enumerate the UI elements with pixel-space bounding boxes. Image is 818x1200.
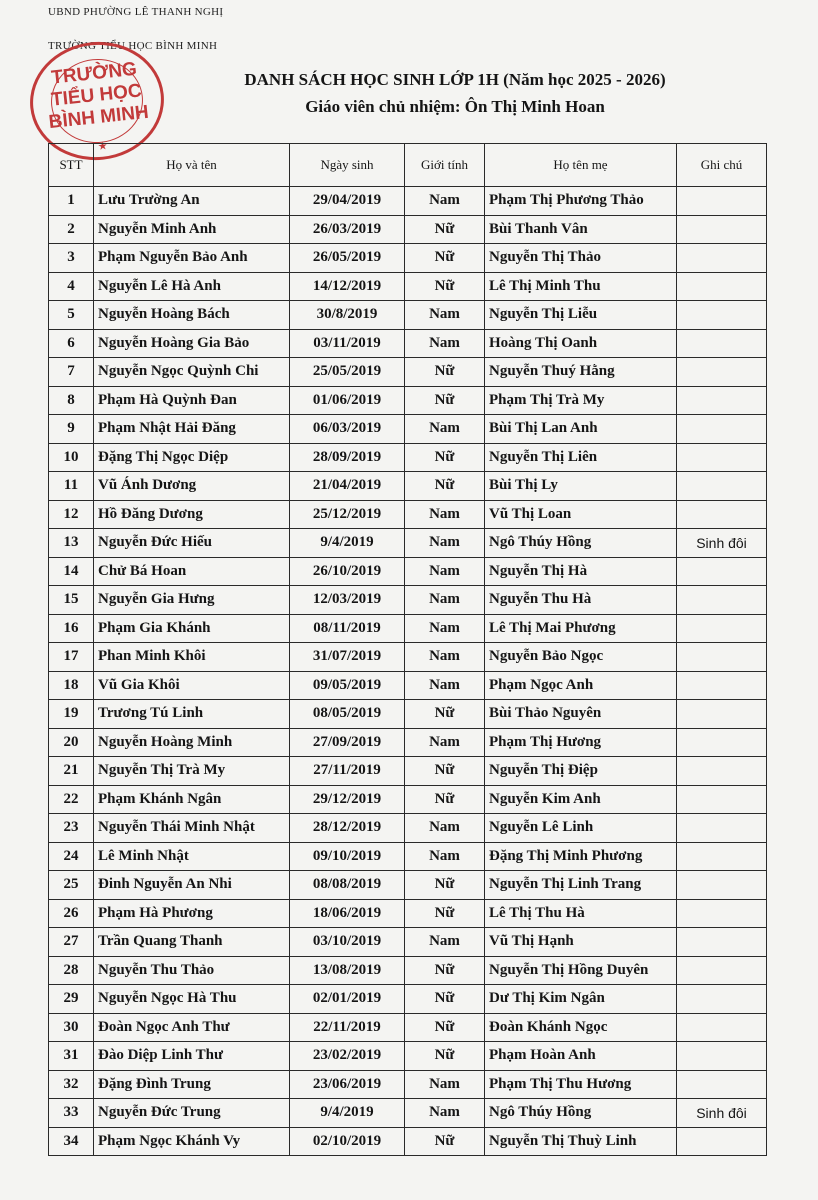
cell-gender: Nam [405,1099,485,1128]
cell-stt: 4 [49,272,94,301]
cell-dob: 08/05/2019 [290,700,405,729]
cell-mother: Bùi Thảo Nguyên [485,700,677,729]
cell-stt: 25 [49,871,94,900]
cell-stt: 13 [49,529,94,558]
cell-stt: 7 [49,358,94,387]
cell-note [677,614,767,643]
org-line-2: TRƯỜNG TIỂU HỌC BÌNH MINH [48,40,218,52]
cell-gender: Nam [405,500,485,529]
cell-note [677,985,767,1014]
table-row [49,842,767,871]
cell-stt: 32 [49,1070,94,1099]
cell-note [677,899,767,928]
cell-note [677,928,767,957]
cell-stt: 9 [49,415,94,444]
cell-mother: Vũ Thị Hạnh [485,928,677,957]
cell-mother: Nguyễn Thị Hồng Duyên [485,956,677,985]
cell-gender: Nữ [405,358,485,387]
cell-dob: 18/06/2019 [290,899,405,928]
cell-gender: Nam [405,643,485,672]
cell-gender: Nữ [405,386,485,415]
table-row [49,928,767,957]
table-header-row [49,144,767,187]
cell-gender: Nam [405,557,485,586]
cell-gender: Nam [405,928,485,957]
cell-mother: Lê Thị Thu Hà [485,899,677,928]
cell-note [677,842,767,871]
cell-dob: 02/10/2019 [290,1127,405,1156]
star-icon: ★ [97,140,109,154]
stamp-line-3: BÌNH MINH [47,101,150,134]
cell-mother: Phạm Thị Trà My [485,386,677,415]
cell-dob: 25/12/2019 [290,500,405,529]
cell-gender: Nữ [405,871,485,900]
table-row [49,443,767,472]
cell-mother: Lê Thị Mai Phương [485,614,677,643]
table-row [49,956,767,985]
cell-dob: 21/04/2019 [290,472,405,501]
cell-dob: 9/4/2019 [290,1099,405,1128]
table-row [49,1042,767,1071]
cell-note: Sinh đôi [677,529,767,558]
cell-dob: 26/10/2019 [290,557,405,586]
cell-gender: Nam [405,671,485,700]
cell-mother: Bùi Thị Lan Anh [485,415,677,444]
cell-note: Sinh đôi [677,1099,767,1128]
cell-note [677,785,767,814]
cell-dob: 29/04/2019 [290,187,405,216]
cell-gender: Nam [405,814,485,843]
cell-gender: Nữ [405,443,485,472]
cell-gender: Nữ [405,1013,485,1042]
header-name: Họ và tên [94,144,290,187]
cell-name: Đoàn Ngọc Anh Thư [94,1013,290,1042]
table-row [49,500,767,529]
cell-dob: 03/10/2019 [290,928,405,957]
cell-gender: Nam [405,187,485,216]
header-note: Ghi chú [677,144,767,187]
cell-dob: 23/02/2019 [290,1042,405,1071]
cell-note [677,358,767,387]
cell-name: Phạm Nhật Hải Đăng [94,415,290,444]
cell-stt: 27 [49,928,94,957]
cell-note [677,728,767,757]
cell-mother: Nguyễn Thị Thuỳ Linh [485,1127,677,1156]
cell-mother: Nguyễn Thị Liễu [485,301,677,330]
table-row [49,187,767,216]
cell-note [677,586,767,615]
cell-note [677,500,767,529]
cell-stt: 18 [49,671,94,700]
cell-gender: Nam [405,301,485,330]
cell-mother: Phạm Thị Phương Thảo [485,187,677,216]
cell-gender: Nam [405,415,485,444]
cell-gender: Nam [405,586,485,615]
cell-mother: Nguyễn Lê Linh [485,814,677,843]
table-row [49,814,767,843]
cell-dob: 08/11/2019 [290,614,405,643]
table-row [49,700,767,729]
cell-stt: 2 [49,215,94,244]
cell-name: Chử Bá Hoan [94,557,290,586]
cell-mother: Nguyễn Thị Liên [485,443,677,472]
cell-note [677,272,767,301]
org-line-1: UBND PHƯỜNG LÊ THANH NGHỊ [48,6,224,18]
cell-note [677,557,767,586]
document-title: DANH SÁCH HỌC SINH LỚP 1H (Năm học 2025 - 2026) [244,70,666,89]
cell-note [677,643,767,672]
cell-mother: Nguyễn Bảo Ngọc [485,643,677,672]
cell-mother: Lê Thị Minh Thu [485,272,677,301]
cell-note [677,871,767,900]
cell-dob: 12/03/2019 [290,586,405,615]
cell-note [677,187,767,216]
cell-mother: Đoàn Khánh Ngọc [485,1013,677,1042]
cell-mother: Nguyễn Thị Linh Trang [485,871,677,900]
cell-name: Nguyễn Lê Hà Anh [94,272,290,301]
cell-name: Nguyễn Hoàng Bách [94,301,290,330]
cell-dob: 02/01/2019 [290,985,405,1014]
cell-note [677,1070,767,1099]
cell-stt: 29 [49,985,94,1014]
table-row [49,757,767,786]
header-dob: Ngày sinh [290,144,405,187]
table-row [49,614,767,643]
cell-dob: 26/03/2019 [290,215,405,244]
table-row [49,529,767,558]
cell-mother: Nguyễn Kim Anh [485,785,677,814]
stamp-line-2: TIỂU HỌC [50,80,143,111]
cell-name: Đặng Thị Ngọc Diệp [94,443,290,472]
table-row [49,557,767,586]
cell-mother: Bùi Thanh Vân [485,215,677,244]
cell-name: Nguyễn Gia Hưng [94,586,290,615]
table-row [49,329,767,358]
cell-gender: Nữ [405,215,485,244]
cell-note [677,415,767,444]
cell-dob: 09/05/2019 [290,671,405,700]
table-row [49,472,767,501]
cell-gender: Nữ [405,785,485,814]
cell-gender: Nữ [405,757,485,786]
table-row [49,586,767,615]
cell-dob: 25/05/2019 [290,358,405,387]
cell-gender: Nữ [405,1042,485,1071]
cell-note [677,329,767,358]
table-row [49,671,767,700]
cell-name: Nguyễn Hoàng Gia Bảo [94,329,290,358]
cell-note [677,1042,767,1071]
cell-stt: 14 [49,557,94,586]
cell-name: Nguyễn Đức Hiếu [94,529,290,558]
table-row [49,1070,767,1099]
table-row [49,899,767,928]
cell-dob: 27/09/2019 [290,728,405,757]
cell-dob: 03/11/2019 [290,329,405,358]
table-row [49,1099,767,1128]
document-subtitle: Giáo viên chủ nhiệm: Ôn Thị Minh Hoan [305,97,605,116]
cell-note [677,814,767,843]
cell-stt: 1 [49,187,94,216]
cell-stt: 6 [49,329,94,358]
cell-gender: Nam [405,728,485,757]
cell-stt: 16 [49,614,94,643]
cell-stt: 33 [49,1099,94,1128]
cell-gender: Nữ [405,272,485,301]
cell-mother: Vũ Thị Loan [485,500,677,529]
cell-dob: 30/8/2019 [290,301,405,330]
cell-dob: 14/12/2019 [290,272,405,301]
table-row [49,1127,767,1156]
cell-name: Trần Quang Thanh [94,928,290,957]
cell-name: Lưu Trường An [94,187,290,216]
cell-name: Đặng Đình Trung [94,1070,290,1099]
table-row [49,1013,767,1042]
cell-stt: 11 [49,472,94,501]
cell-name: Phạm Khánh Ngân [94,785,290,814]
cell-name: Đinh Nguyễn An Nhi [94,871,290,900]
student-table [48,143,767,1156]
cell-gender: Nữ [405,472,485,501]
table-row [49,215,767,244]
cell-mother: Nguyễn Thu Hà [485,586,677,615]
cell-note [677,244,767,273]
cell-name: Trương Tú Linh [94,700,290,729]
cell-name: Phạm Ngọc Khánh Vy [94,1127,290,1156]
cell-stt: 34 [49,1127,94,1156]
cell-mother: Bùi Thị Ly [485,472,677,501]
table-body [49,187,767,1156]
cell-stt: 10 [49,443,94,472]
cell-dob: 22/11/2019 [290,1013,405,1042]
cell-mother: Nguyễn Thị Điệp [485,757,677,786]
cell-note [677,757,767,786]
cell-gender: Nữ [405,956,485,985]
header-gender: Giới tính [405,144,485,187]
cell-dob: 27/11/2019 [290,757,405,786]
cell-stt: 5 [49,301,94,330]
cell-gender: Nam [405,842,485,871]
cell-stt: 21 [49,757,94,786]
table-row [49,415,767,444]
cell-dob: 28/12/2019 [290,814,405,843]
cell-gender: Nam [405,529,485,558]
cell-gender: Nam [405,1070,485,1099]
cell-stt: 23 [49,814,94,843]
cell-gender: Nam [405,329,485,358]
cell-name: Phạm Hà Phương [94,899,290,928]
cell-note [677,443,767,472]
cell-dob: 08/08/2019 [290,871,405,900]
cell-mother: Phạm Thị Hương [485,728,677,757]
cell-name: Nguyễn Thị Trà My [94,757,290,786]
cell-name: Nguyễn Ngọc Hà Thu [94,985,290,1014]
cell-gender: Nữ [405,700,485,729]
cell-note [677,472,767,501]
cell-mother: Nguyễn Thị Hà [485,557,677,586]
cell-note [677,1013,767,1042]
cell-mother: Phạm Ngọc Anh [485,671,677,700]
cell-name: Vũ Ánh Dương [94,472,290,501]
cell-stt: 8 [49,386,94,415]
cell-name: Phạm Gia Khánh [94,614,290,643]
stamp-line-1: TRƯỜNG [50,58,138,89]
cell-gender: Nữ [405,1127,485,1156]
cell-mother: Nguyễn Thị Thảo [485,244,677,273]
cell-stt: 12 [49,500,94,529]
cell-name: Phạm Nguyễn Bảo Anh [94,244,290,273]
cell-mother: Nguyễn Thuý Hằng [485,358,677,387]
cell-note [677,1127,767,1156]
cell-mother: Phạm Hoàn Anh [485,1042,677,1071]
cell-stt: 15 [49,586,94,615]
cell-mother: Dư Thị Kim Ngân [485,985,677,1014]
cell-stt: 28 [49,956,94,985]
cell-name: Nguyễn Thu Thảo [94,956,290,985]
cell-stt: 31 [49,1042,94,1071]
cell-dob: 31/07/2019 [290,643,405,672]
table-row [49,985,767,1014]
table-row [49,244,767,273]
table-row [49,386,767,415]
cell-mother: Phạm Thị Thu Hương [485,1070,677,1099]
table-row [49,301,767,330]
table-row [49,272,767,301]
cell-name: Nguyễn Ngọc Quỳnh Chi [94,358,290,387]
cell-note [677,215,767,244]
cell-name: Vũ Gia Khôi [94,671,290,700]
cell-gender: Nữ [405,244,485,273]
cell-name: Phạm Hà Quỳnh Đan [94,386,290,415]
cell-name: Hồ Đăng Dương [94,500,290,529]
cell-gender: Nam [405,614,485,643]
cell-dob: 29/12/2019 [290,785,405,814]
cell-note [677,301,767,330]
cell-dob: 01/06/2019 [290,386,405,415]
table-row [49,785,767,814]
stamp-text [29,57,163,136]
cell-mother: Hoàng Thị Oanh [485,329,677,358]
cell-mother: Đặng Thị Minh Phương [485,842,677,871]
cell-name: Nguyễn Đức Trung [94,1099,290,1128]
cell-gender: Nữ [405,985,485,1014]
cell-stt: 30 [49,1013,94,1042]
table-row [49,871,767,900]
cell-name: Đào Diệp Linh Thư [94,1042,290,1071]
cell-name: Nguyễn Hoàng Minh [94,728,290,757]
cell-stt: 22 [49,785,94,814]
cell-stt: 17 [49,643,94,672]
table-row [49,643,767,672]
cell-note [677,956,767,985]
cell-name: Nguyễn Thái Minh Nhật [94,814,290,843]
cell-dob: 06/03/2019 [290,415,405,444]
cell-name: Nguyễn Minh Anh [94,215,290,244]
cell-dob: 28/09/2019 [290,443,405,472]
cell-dob: 9/4/2019 [290,529,405,558]
cell-stt: 19 [49,700,94,729]
cell-mother: Ngô Thúy Hồng [485,529,677,558]
header-mother: Họ tên mẹ [485,144,677,187]
cell-stt: 20 [49,728,94,757]
cell-note [677,700,767,729]
cell-stt: 3 [49,244,94,273]
cell-dob: 09/10/2019 [290,842,405,871]
cell-stt: 24 [49,842,94,871]
cell-stt: 26 [49,899,94,928]
table-row [49,358,767,387]
cell-name: Lê Minh Nhật [94,842,290,871]
cell-name: Phan Minh Khôi [94,643,290,672]
cell-dob: 23/06/2019 [290,1070,405,1099]
cell-gender: Nữ [405,899,485,928]
header-stt: STT [49,144,94,187]
cell-dob: 13/08/2019 [290,956,405,985]
cell-note [677,386,767,415]
table-row [49,728,767,757]
cell-mother: Ngô Thúy Hồng [485,1099,677,1128]
cell-dob: 26/05/2019 [290,244,405,273]
cell-note [677,671,767,700]
